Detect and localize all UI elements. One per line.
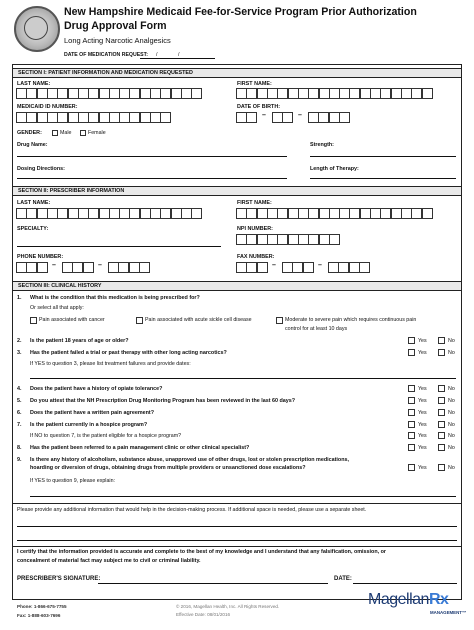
q3-yes-checkbox[interactable] <box>408 349 415 356</box>
q7-sub-text: If NO to question 7, is the patient eligible for a hospice program? <box>30 433 182 439</box>
signature-date-field[interactable] <box>353 583 457 584</box>
q3-explain-field[interactable] <box>30 378 456 379</box>
footer-effective-date: Effective Date: 08/01/2016 <box>176 612 231 617</box>
dosing-directions-label: Dosing Directions: <box>17 166 65 172</box>
strength-label: Strength: <box>310 142 334 148</box>
form-frame <box>12 64 462 600</box>
date-sep-1: / <box>156 52 158 58</box>
prescriber-phone-label: PHONE NUMBER: <box>17 254 64 260</box>
specialty-label: SPECIALTY: <box>17 226 49 232</box>
length-of-therapy-field[interactable] <box>310 178 456 179</box>
phone-dash-1: – <box>52 262 56 269</box>
additional-info-line-2[interactable] <box>17 540 457 541</box>
q9-number: 9. <box>17 457 22 463</box>
q9-no-checkbox[interactable] <box>438 464 445 471</box>
q7-no-checkbox[interactable] <box>438 421 445 428</box>
q3-no-label: No <box>448 350 455 356</box>
gender-male-checkbox[interactable] <box>52 130 58 136</box>
q9-text-line2: hoarding or diversion of drugs, obtaining drugs from multiple providers or unsanctioned dose escalations? <box>30 465 306 471</box>
date-of-request-field[interactable] <box>140 58 215 59</box>
fax-line-boxes[interactable] <box>328 262 369 273</box>
form-title-line1: New Hampshire Medicaid Fee-for-Service Program Prior Authorization <box>64 6 417 18</box>
footer-copyright: © 2016, Magellan Health, Inc. All Rights Reserved. <box>176 604 280 609</box>
q3-yes-label: Yes <box>418 350 427 356</box>
section1-header: SECTION I: PATIENT INFORMATION AND MEDICATION REQUESTED <box>12 68 462 78</box>
prescriber-signature-field[interactable] <box>98 583 328 584</box>
q2-yes-label: Yes <box>418 338 427 344</box>
q9-no-label: No <box>448 465 455 471</box>
q4-no-label: No <box>448 386 455 392</box>
q5-no-label: No <box>448 398 455 404</box>
medicaid-id-label: MEDICAID ID NUMBER: <box>17 104 78 110</box>
certify-text-line1: I certify that the information provided is accurate and complete to the best of my knowledge and I understand that any falsification, omission, or <box>17 549 387 555</box>
dob-month-boxes[interactable] <box>236 112 257 123</box>
q1-sub-text: Or select all that apply: <box>30 305 84 311</box>
q9-text-line1: Is there any history of alcoholism, substance abuse, unapproved use of other drugs, lost or stolen prescription medications, <box>30 457 350 463</box>
q5-no-checkbox[interactable] <box>438 397 445 404</box>
q7-text: Is the patient currently in a hospice program? <box>30 422 148 428</box>
fax-area-boxes[interactable] <box>236 262 267 273</box>
q9-sub-text: If YES to question 9, please explain: <box>30 478 116 484</box>
drug-name-field[interactable] <box>17 156 287 157</box>
q3-sub-text: If YES to question 3, please list treatment failures and provide dates: <box>30 361 191 367</box>
q5-yes-checkbox[interactable] <box>408 397 415 404</box>
date-sep-2: / <box>178 52 180 58</box>
section2-header: SECTION II: PRESCRIBER INFORMATION <box>12 186 462 196</box>
q3-text: Has the patient failed a trial or past therapy with other long acting narcotics? <box>30 350 227 356</box>
q8-no-label: No <box>448 445 455 451</box>
dob-day-boxes[interactable] <box>272 112 293 123</box>
drug-name-label: Drug Name: <box>17 142 48 148</box>
prescriber-last-name-label: LAST NAME: <box>17 200 51 206</box>
q6-yes-label: Yes <box>418 410 427 416</box>
prescriber-fax-label: FAX NUMBER: <box>237 254 275 260</box>
footer-phone: Phone: 1-866-675-7755 <box>17 604 67 609</box>
q8-yes-label: Yes <box>418 445 427 451</box>
dob-label: DATE OF BIRTH: <box>237 104 281 110</box>
gender-male-label: Male <box>60 130 72 136</box>
option-sickle-cell-label: Pain associated with acute sickle cell disease <box>145 317 252 323</box>
q5-number: 5. <box>17 398 22 404</box>
q8-number: 8. <box>17 445 22 451</box>
dosing-directions-field[interactable] <box>17 178 287 179</box>
q6-yes-checkbox[interactable] <box>408 409 415 416</box>
q9-explain-field[interactable] <box>30 496 456 497</box>
form-subtitle: Long Acting Narcotic Analgesics <box>64 36 171 45</box>
q4-text: Does the patient have a history of opiate tolerance? <box>30 386 163 392</box>
q7b-yes-label: Yes <box>418 433 427 439</box>
cert-divider <box>12 546 462 547</box>
q5-yes-label: Yes <box>418 398 427 404</box>
q7-number: 7. <box>17 422 22 428</box>
signature-date-label: DATE: <box>334 576 352 582</box>
q7b-no-checkbox[interactable] <box>438 432 445 439</box>
q9-yes-checkbox[interactable] <box>408 464 415 471</box>
npi-label: NPI NUMBER: <box>237 226 273 232</box>
form-title-line2: Drug Approval Form <box>64 20 167 32</box>
q2-no-checkbox[interactable] <box>438 337 445 344</box>
logo-management-text: MANAGEMENT™ <box>430 610 467 615</box>
q8-yes-checkbox[interactable] <box>408 444 415 451</box>
phone-area-boxes[interactable] <box>16 262 47 273</box>
footer-fax: Fax: 1-888-603-7696 <box>17 613 61 618</box>
npi-boxes[interactable] <box>236 234 339 245</box>
dob-dash-1: – <box>262 112 266 119</box>
option-cancer-pain-checkbox[interactable] <box>30 317 37 324</box>
patient-last-name-boxes[interactable] <box>16 88 202 99</box>
medicaid-id-boxes[interactable] <box>16 112 171 123</box>
q4-yes-label: Yes <box>418 386 427 392</box>
option-cancer-pain-label: Pain associated with cancer <box>39 317 105 323</box>
q2-text: Is the patient 18 years of age or older? <box>30 338 129 344</box>
section-divider <box>12 503 462 504</box>
prescriber-first-name-label: FIRST NAME: <box>237 200 272 206</box>
prescriber-first-name-boxes[interactable] <box>236 208 432 219</box>
prescriber-last-name-boxes[interactable] <box>16 208 202 219</box>
q3-number: 3. <box>17 350 22 356</box>
option-continuous-pain-checkbox[interactable] <box>276 317 283 324</box>
fax-dash-1: – <box>272 262 276 269</box>
patient-first-name-label: FIRST NAME: <box>237 81 272 87</box>
q3-no-checkbox[interactable] <box>438 349 445 356</box>
q7-yes-checkbox[interactable] <box>408 421 415 428</box>
prescriber-signature-label: PRESCRIBER'S SIGNATURE: <box>17 576 101 582</box>
logo-magellan-text: Magellan <box>368 591 429 608</box>
q2-yes-checkbox[interactable] <box>408 337 415 344</box>
q2-no-label: No <box>448 338 455 344</box>
phone-dash-2: – <box>98 262 102 269</box>
q8-text: Has the patient been referred to a pain management clinic or other clinical specialist? <box>30 445 250 451</box>
option-continuous-pain-label-1: Moderate to severe pain which requires continuous pain <box>285 317 417 323</box>
phone-line-boxes[interactable] <box>108 262 149 273</box>
additional-info-line-1[interactable] <box>17 526 457 527</box>
nh-state-seal-logo <box>14 6 60 52</box>
q7-yes-label: Yes <box>418 422 427 428</box>
length-of-therapy-label: Length of Therapy: <box>310 166 359 172</box>
gender-female-label: Female <box>88 130 106 136</box>
logo-rx-text: Rx <box>428 591 449 608</box>
q6-text: Does the patient have a written pain agreement? <box>30 410 155 416</box>
q4-yes-checkbox[interactable] <box>408 385 415 392</box>
q7-no-label: No <box>448 422 455 428</box>
patient-last-name-label: LAST NAME: <box>17 81 51 87</box>
q4-number: 4. <box>17 386 22 392</box>
option-continuous-pain-label-2: control for at least 10 days <box>285 326 348 332</box>
q6-no-label: No <box>448 410 455 416</box>
patient-first-name-boxes[interactable] <box>236 88 432 99</box>
q6-no-checkbox[interactable] <box>438 409 445 416</box>
q1-text: What is the condition that this medication is being prescribed for? <box>30 295 200 301</box>
strength-field[interactable] <box>310 156 456 157</box>
phone-prefix-boxes[interactable] <box>62 262 93 273</box>
dob-dash-2: – <box>298 112 302 119</box>
gender-female-checkbox[interactable] <box>80 130 86 136</box>
dob-year-boxes[interactable] <box>308 112 349 123</box>
q9-yes-label: Yes <box>418 465 427 471</box>
q4-no-checkbox[interactable] <box>438 385 445 392</box>
q7b-yes-checkbox[interactable] <box>408 432 415 439</box>
q1-number: 1. <box>17 295 22 301</box>
gender-label: GENDER: <box>17 130 42 136</box>
q5-text: Do you attest that the NH Prescription Drug Monitoring Program has been reviewed in the last 60 days? <box>30 398 296 404</box>
additional-info-label: Please provide any additional information that would help in the decision-making process. If additional space is needed, please use a separate sheet. <box>17 507 367 513</box>
fax-prefix-boxes[interactable] <box>282 262 313 273</box>
q7b-no-label: No <box>448 433 455 439</box>
q2-number: 2. <box>17 338 22 344</box>
certify-text-line2: concealment of material fact may subject me to civil or criminal liability. <box>17 558 201 564</box>
q8-no-checkbox[interactable] <box>438 444 445 451</box>
option-sickle-cell-checkbox[interactable] <box>136 317 143 324</box>
specialty-field[interactable] <box>17 246 221 247</box>
date-of-request-label: DATE OF MEDICATION REQUEST: <box>64 52 148 58</box>
q6-number: 6. <box>17 410 22 416</box>
fax-dash-2: – <box>318 262 322 269</box>
magellan-rx-logo <box>368 591 448 609</box>
section3-header: SECTION III: CLINICAL HISTORY <box>12 281 462 291</box>
